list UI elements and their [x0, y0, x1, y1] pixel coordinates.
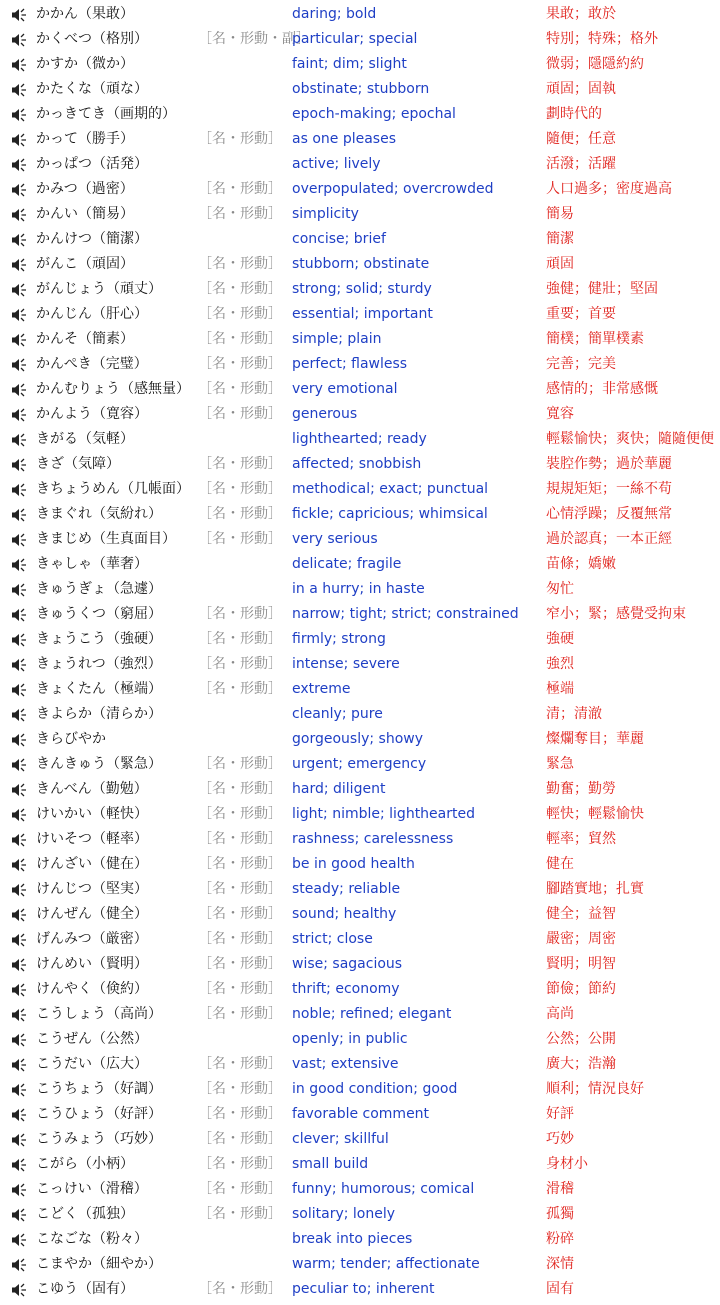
speaker-icon[interactable]	[11, 727, 29, 752]
part-of-speech: ［名・形動］	[198, 906, 282, 922]
english-meaning: delicate; fragile	[292, 556, 402, 572]
japanese-word: けいそつ（軽率）	[36, 831, 148, 847]
vocab-row	[0, 102, 720, 127]
speaker-icon[interactable]	[11, 802, 29, 827]
speaker-icon[interactable]	[11, 2, 29, 27]
speaker-icon[interactable]	[11, 1152, 29, 1177]
japanese-word: かたくな（頑な）	[36, 81, 148, 97]
vocab-row	[0, 927, 720, 952]
vocab-row	[0, 527, 720, 552]
chinese-meaning: 健全；益智	[546, 906, 616, 922]
english-meaning: affected; snobbish	[292, 456, 422, 472]
speaker-icon[interactable]	[11, 602, 29, 627]
vocab-row	[0, 127, 720, 152]
chinese-meaning: 腳踏實地；扎實	[546, 881, 644, 897]
part-of-speech: ［名・形動］	[198, 956, 282, 972]
vocab-row	[0, 1202, 720, 1227]
chinese-meaning: 強烈	[546, 656, 574, 672]
vocab-row	[0, 1277, 720, 1302]
english-meaning: concise; brief	[292, 231, 386, 247]
japanese-word: こうちょう（好調）	[36, 1081, 162, 1097]
part-of-speech: ［名・形動］	[198, 481, 282, 497]
japanese-word: かかん（果敢）	[36, 6, 134, 22]
english-meaning: warm; tender; affectionate	[292, 1256, 480, 1272]
chinese-meaning: 節儉；節約	[546, 981, 616, 997]
speaker-icon[interactable]	[11, 1252, 29, 1277]
speaker-icon[interactable]	[11, 1202, 29, 1227]
part-of-speech: ［名・形動］	[198, 1181, 282, 1197]
english-meaning: obstinate; stubborn	[292, 81, 430, 97]
speaker-icon[interactable]	[11, 777, 29, 802]
english-meaning: thrift; economy	[292, 981, 400, 997]
part-of-speech: ［名・形動］	[198, 1281, 282, 1297]
chinese-meaning: 隨便；任意	[546, 131, 616, 147]
part-of-speech: ［名・形動］	[198, 406, 282, 422]
chinese-meaning: 輕快；輕鬆愉快	[546, 806, 644, 822]
chinese-meaning: 劃時代的	[546, 106, 602, 122]
part-of-speech: ［名・形動］	[198, 656, 282, 672]
vocab-row	[0, 1002, 720, 1027]
japanese-word: こうぜん（公然）	[36, 1031, 148, 1047]
japanese-word: かんよう（寛容）	[36, 406, 148, 422]
vocab-row	[0, 1077, 720, 1102]
part-of-speech: ［名・形動］	[198, 631, 282, 647]
english-meaning: perfect; flawless	[292, 356, 408, 372]
part-of-speech: ［名・形動］	[198, 206, 282, 222]
part-of-speech: ［名・形動］	[198, 881, 282, 897]
vocab-row	[0, 1052, 720, 1077]
vocab-row	[0, 452, 720, 477]
japanese-word: かんぺき（完璧）	[36, 356, 148, 372]
english-meaning: strict; close	[292, 931, 373, 947]
japanese-word: かんけつ（簡潔）	[36, 231, 148, 247]
part-of-speech: ［名・形動］	[198, 756, 282, 772]
japanese-word: かみつ（過密）	[36, 181, 134, 197]
chinese-meaning: 果敢；敢於	[546, 6, 616, 22]
japanese-word: きらびやか	[36, 731, 106, 747]
speaker-icon[interactable]	[11, 277, 29, 302]
vocab-row	[0, 577, 720, 602]
speaker-icon[interactable]	[11, 27, 29, 52]
vocab-row	[0, 1102, 720, 1127]
part-of-speech: ［名・形動］	[198, 1006, 282, 1022]
chinese-meaning: 人口過多；密度過高	[546, 181, 672, 197]
japanese-word: こうひょう（好評）	[36, 1106, 162, 1122]
english-meaning: openly; in public	[292, 1031, 408, 1047]
japanese-word: がんじょう（頑丈）	[36, 281, 162, 297]
english-meaning: narrow; tight; strict; constrained	[292, 606, 519, 622]
speaker-icon[interactable]	[11, 877, 29, 902]
japanese-word: きゃしゃ（華奢）	[36, 556, 148, 572]
japanese-word: けんじつ（堅実）	[36, 881, 148, 897]
english-meaning: noble; refined; elegant	[292, 1006, 452, 1022]
japanese-word: きざ（気障）	[36, 456, 120, 472]
vocab-row	[0, 1152, 720, 1177]
speaker-icon[interactable]	[11, 202, 29, 227]
speaker-icon[interactable]	[11, 952, 29, 977]
chinese-meaning: 健在	[546, 856, 574, 872]
chinese-meaning: 燦爛奪目；華麗	[546, 731, 644, 747]
english-meaning: generous	[292, 406, 358, 422]
japanese-word: かくべつ（格別）	[36, 31, 148, 47]
japanese-word: きんべん（勤勉）	[36, 781, 148, 797]
japanese-word: こうみょう（巧妙）	[36, 1131, 162, 1147]
japanese-word: こうだい（広大）	[36, 1056, 148, 1072]
chinese-meaning: 強硬	[546, 631, 574, 647]
vocab-row	[0, 677, 720, 702]
japanese-word: きよらか（清らか）	[36, 706, 162, 722]
chinese-meaning: 規規矩矩；一絲不苟	[546, 481, 672, 497]
chinese-meaning: 滑稽	[546, 1181, 574, 1197]
english-meaning: simple; plain	[292, 331, 382, 347]
speaker-icon[interactable]	[11, 527, 29, 552]
chinese-meaning: 賢明；明智	[546, 956, 616, 972]
english-meaning: firmly; strong	[292, 631, 386, 647]
english-meaning: particular; special	[292, 31, 418, 47]
vocab-row	[0, 377, 720, 402]
chinese-meaning: 裝腔作勢；過於華麗	[546, 456, 672, 472]
english-meaning: solitary; lonely	[292, 1206, 396, 1222]
speaker-icon[interactable]	[11, 377, 29, 402]
japanese-word: きまぐれ（気紛れ）	[36, 506, 162, 522]
chinese-meaning: 頑固	[546, 256, 574, 272]
chinese-meaning: 簡樸；簡單樸素	[546, 331, 644, 347]
english-meaning: active; lively	[292, 156, 381, 172]
chinese-meaning: 勤奮；勤勞	[546, 781, 616, 797]
chinese-meaning: 身材小	[546, 1156, 588, 1172]
english-meaning: hard; diligent	[292, 781, 386, 797]
vocab-row	[0, 27, 720, 52]
vocab-row	[0, 202, 720, 227]
english-meaning: in good condition; good	[292, 1081, 458, 1097]
english-meaning: intense; severe	[292, 656, 400, 672]
chinese-meaning: 重要；首要	[546, 306, 616, 322]
vocab-row	[0, 277, 720, 302]
chinese-meaning: 過於認真；一本正經	[546, 531, 672, 547]
chinese-meaning: 強健；健壯；堅固	[546, 281, 658, 297]
chinese-meaning: 好評	[546, 1106, 574, 1122]
speaker-icon[interactable]	[11, 1027, 29, 1052]
speaker-icon[interactable]	[11, 427, 29, 452]
japanese-word: かって（勝手）	[36, 131, 134, 147]
english-meaning: very serious	[292, 531, 378, 547]
vocab-row	[0, 1027, 720, 1052]
chinese-meaning: 頑固；固執	[546, 81, 616, 97]
part-of-speech: ［名・形動・副］	[198, 31, 310, 47]
japanese-word: こがら（小柄）	[36, 1156, 134, 1172]
part-of-speech: ［名・形動］	[198, 856, 282, 872]
speaker-icon[interactable]	[11, 752, 29, 777]
japanese-word: きがる（気軽）	[36, 431, 134, 447]
japanese-word: きまじめ（生真面目）	[36, 531, 176, 547]
english-meaning: clever; skillful	[292, 1131, 389, 1147]
vocab-row	[0, 827, 720, 852]
vocab-row	[0, 652, 720, 677]
japanese-word: きゅうくつ（窮屈）	[36, 606, 162, 622]
vocab-row	[0, 1177, 720, 1202]
speaker-icon[interactable]	[11, 1177, 29, 1202]
english-meaning: stubborn; obstinate	[292, 256, 430, 272]
japanese-word: けいかい（軽快）	[36, 806, 148, 822]
vocab-row	[0, 402, 720, 427]
vocab-row	[0, 1127, 720, 1152]
english-meaning: funny; humorous; comical	[292, 1181, 475, 1197]
vocab-row	[0, 802, 720, 827]
japanese-word: がんこ（頑固）	[36, 256, 134, 272]
english-meaning: extreme	[292, 681, 351, 697]
japanese-word: げんみつ（厳密）	[36, 931, 148, 947]
vocab-row	[0, 177, 720, 202]
japanese-word: けんめい（賢明）	[36, 956, 148, 972]
chinese-meaning: 孤獨	[546, 1206, 574, 1222]
japanese-word: こっけい（滑稽）	[36, 1181, 148, 1197]
speaker-icon[interactable]	[11, 477, 29, 502]
part-of-speech: ［名・形動］	[198, 931, 282, 947]
japanese-word: かんそ（簡素）	[36, 331, 134, 347]
speaker-icon[interactable]	[11, 577, 29, 602]
english-meaning: cleanly; pure	[292, 706, 383, 722]
speaker-icon[interactable]	[11, 927, 29, 952]
japanese-word: きんきゅう（緊急）	[36, 756, 162, 772]
vocab-row	[0, 952, 720, 977]
vocab-row	[0, 2, 720, 27]
chinese-meaning: 窄小；緊；感覺受拘束	[546, 606, 686, 622]
english-meaning: urgent; emergency	[292, 756, 427, 772]
part-of-speech: ［名・形動］	[198, 981, 282, 997]
english-meaning: faint; dim; slight	[292, 56, 407, 72]
chinese-meaning: 心情浮躁；反覆無常	[546, 506, 672, 522]
english-meaning: very emotional	[292, 381, 398, 397]
japanese-word: きゅうぎょ（急遽）	[36, 581, 162, 597]
chinese-meaning: 微弱；隱隱約約	[546, 56, 644, 72]
vocab-row	[0, 977, 720, 1002]
english-meaning: peculiar to; inherent	[292, 1281, 435, 1297]
speaker-icon[interactable]	[11, 1227, 29, 1252]
english-meaning: essential; important	[292, 306, 433, 322]
vocab-row	[0, 302, 720, 327]
chinese-meaning: 嚴密；周密	[546, 931, 616, 947]
english-meaning: in a hurry; in haste	[292, 581, 425, 597]
japanese-word: こゆう（固有）	[36, 1281, 134, 1297]
english-meaning: epoch-making; epochal	[292, 106, 456, 122]
english-meaning: daring; bold	[292, 6, 377, 22]
japanese-word: かっぱつ（活発）	[36, 156, 148, 172]
english-meaning: vast; extensive	[292, 1056, 399, 1072]
japanese-word: かんい（簡易）	[36, 206, 134, 222]
chinese-meaning: 深情	[546, 1256, 574, 1272]
english-meaning: favorable comment	[292, 1106, 430, 1122]
english-meaning: overpopulated; overcrowded	[292, 181, 494, 197]
vocab-row	[0, 502, 720, 527]
part-of-speech: ［名・形動］	[198, 506, 282, 522]
chinese-meaning: 順利；情況良好	[546, 1081, 644, 1097]
vocab-row	[0, 552, 720, 577]
speaker-icon[interactable]	[11, 677, 29, 702]
vocab-row	[0, 77, 720, 102]
vocab-row	[0, 327, 720, 352]
speaker-icon[interactable]	[11, 152, 29, 177]
part-of-speech: ［名・形動］	[198, 1106, 282, 1122]
speaker-icon[interactable]	[11, 977, 29, 1002]
part-of-speech: ［名・形動］	[198, 381, 282, 397]
vocab-row	[0, 877, 720, 902]
part-of-speech: ［名・形動］	[198, 1081, 282, 1097]
vocab-row	[0, 627, 720, 652]
japanese-word: こなごな（粉々）	[36, 1231, 148, 1247]
speaker-icon[interactable]	[11, 452, 29, 477]
english-meaning: sound; healthy	[292, 906, 397, 922]
japanese-word: けんぜん（健全）	[36, 906, 148, 922]
part-of-speech: ［名・形動］	[198, 456, 282, 472]
chinese-meaning: 活潑；活躍	[546, 156, 616, 172]
english-meaning: small build	[292, 1156, 369, 1172]
speaker-icon[interactable]	[11, 102, 29, 127]
vocab-row	[0, 52, 720, 77]
part-of-speech: ［名・形動］	[198, 1131, 282, 1147]
english-meaning: break into pieces	[292, 1231, 413, 1247]
part-of-speech: ［名・形動］	[198, 831, 282, 847]
vocab-row	[0, 752, 720, 777]
japanese-word: こまやか（細やか）	[36, 1256, 162, 1272]
speaker-icon[interactable]	[11, 327, 29, 352]
vocab-row	[0, 152, 720, 177]
english-meaning: strong; solid; sturdy	[292, 281, 432, 297]
vocab-row	[0, 727, 720, 752]
speaker-icon[interactable]	[11, 1052, 29, 1077]
speaker-icon[interactable]	[11, 852, 29, 877]
chinese-meaning: 感情的；非常感慨	[546, 381, 658, 397]
speaker-icon[interactable]	[11, 352, 29, 377]
speaker-icon[interactable]	[11, 502, 29, 527]
japanese-word: けんざい（健在）	[36, 856, 148, 872]
chinese-meaning: 廣大；浩瀚	[546, 1056, 616, 1072]
part-of-speech: ［名・形動］	[198, 681, 282, 697]
chinese-meaning: 緊急	[546, 756, 574, 772]
chinese-meaning: 寬容	[546, 406, 574, 422]
part-of-speech: ［名・形動］	[198, 356, 282, 372]
japanese-word: かっきてき（画期的）	[36, 106, 176, 122]
speaker-icon[interactable]	[11, 252, 29, 277]
english-meaning: methodical; exact; punctual	[292, 481, 489, 497]
vocab-row	[0, 1227, 720, 1252]
japanese-word: きょうれつ（強烈）	[36, 656, 162, 672]
chinese-meaning: 特別；特殊；格外	[546, 31, 658, 47]
speaker-icon[interactable]	[11, 77, 29, 102]
chinese-meaning: 簡易	[546, 206, 574, 222]
english-meaning: fickle; capricious; whimsical	[292, 506, 488, 522]
japanese-word: きょうこう（強硬）	[36, 631, 162, 647]
chinese-meaning: 巧妙	[546, 1131, 574, 1147]
chinese-meaning: 輕鬆愉快；爽快；隨隨便便	[546, 431, 714, 447]
japanese-word: かんじん（肝心）	[36, 306, 148, 322]
vocab-row	[0, 777, 720, 802]
english-meaning: as one pleases	[292, 131, 396, 147]
vocab-row	[0, 427, 720, 452]
vocab-row	[0, 477, 720, 502]
part-of-speech: ［名・形動］	[198, 1056, 282, 1072]
part-of-speech: ［名・形動］	[198, 1206, 282, 1222]
speaker-icon[interactable]	[11, 827, 29, 852]
vocab-row	[0, 227, 720, 252]
chinese-meaning: 粉碎	[546, 1231, 574, 1247]
chinese-meaning: 苗條；嬌嫩	[546, 556, 616, 572]
english-meaning: light; nimble; lighthearted	[292, 806, 475, 822]
speaker-icon[interactable]	[11, 177, 29, 202]
part-of-speech: ［名・形動］	[198, 1156, 282, 1172]
vocab-row	[0, 902, 720, 927]
chinese-meaning: 極端	[546, 681, 574, 697]
speaker-icon[interactable]	[11, 402, 29, 427]
english-meaning: gorgeously; showy	[292, 731, 424, 747]
speaker-icon[interactable]	[11, 227, 29, 252]
chinese-meaning: 完善；完美	[546, 356, 616, 372]
japanese-word: きちょうめん（几帳面）	[36, 481, 190, 497]
japanese-word: けんやく（倹約）	[36, 981, 148, 997]
part-of-speech: ［名・形動］	[198, 606, 282, 622]
chinese-meaning: 輕率；貿然	[546, 831, 616, 847]
speaker-icon[interactable]	[11, 1102, 29, 1127]
chinese-meaning: 高尚	[546, 1006, 574, 1022]
japanese-word: かすか（微か）	[36, 56, 134, 72]
speaker-icon[interactable]	[11, 702, 29, 727]
chinese-meaning: 簡潔	[546, 231, 574, 247]
chinese-meaning: 固有	[546, 1281, 574, 1297]
vocab-row	[0, 352, 720, 377]
part-of-speech: ［名・形動］	[198, 131, 282, 147]
english-meaning: wise; sagacious	[292, 956, 403, 972]
chinese-meaning: 匆忙	[546, 581, 574, 597]
japanese-word: こうしょう（高尚）	[36, 1006, 162, 1022]
speaker-icon[interactable]	[11, 52, 29, 77]
vocab-row	[0, 252, 720, 277]
english-meaning: simplicity	[292, 206, 359, 222]
english-meaning: lighthearted; ready	[292, 431, 427, 447]
speaker-icon[interactable]	[11, 652, 29, 677]
japanese-word: かんむりょう（感無量）	[36, 381, 190, 397]
part-of-speech: ［名・形動］	[198, 806, 282, 822]
speaker-icon[interactable]	[11, 1002, 29, 1027]
japanese-word: こどく（孤独）	[36, 1206, 134, 1222]
english-meaning: be in good health	[292, 856, 415, 872]
vocab-row	[0, 702, 720, 727]
chinese-meaning: 公然；公開	[546, 1031, 616, 1047]
part-of-speech: ［名・形動］	[198, 306, 282, 322]
speaker-icon[interactable]	[11, 627, 29, 652]
speaker-icon[interactable]	[11, 552, 29, 577]
part-of-speech: ［名・形動］	[198, 531, 282, 547]
japanese-word: きょくたん（極端）	[36, 681, 162, 697]
part-of-speech: ［名・形動］	[198, 256, 282, 272]
chinese-meaning: 清；清澈	[546, 706, 602, 722]
vocab-row	[0, 1252, 720, 1277]
english-meaning: rashness; carelessness	[292, 831, 454, 847]
speaker-icon[interactable]	[11, 1127, 29, 1152]
speaker-icon[interactable]	[11, 1077, 29, 1102]
vocab-row	[0, 852, 720, 877]
english-meaning: steady; reliable	[292, 881, 401, 897]
speaker-icon[interactable]	[11, 127, 29, 152]
speaker-icon[interactable]	[11, 302, 29, 327]
vocab-row	[0, 602, 720, 627]
part-of-speech: ［名・形動］	[198, 331, 282, 347]
part-of-speech: ［名・形動］	[198, 181, 282, 197]
speaker-icon[interactable]	[11, 1277, 29, 1302]
part-of-speech: ［名・形動］	[198, 781, 282, 797]
speaker-icon[interactable]	[11, 902, 29, 927]
part-of-speech: ［名・形動］	[198, 281, 282, 297]
